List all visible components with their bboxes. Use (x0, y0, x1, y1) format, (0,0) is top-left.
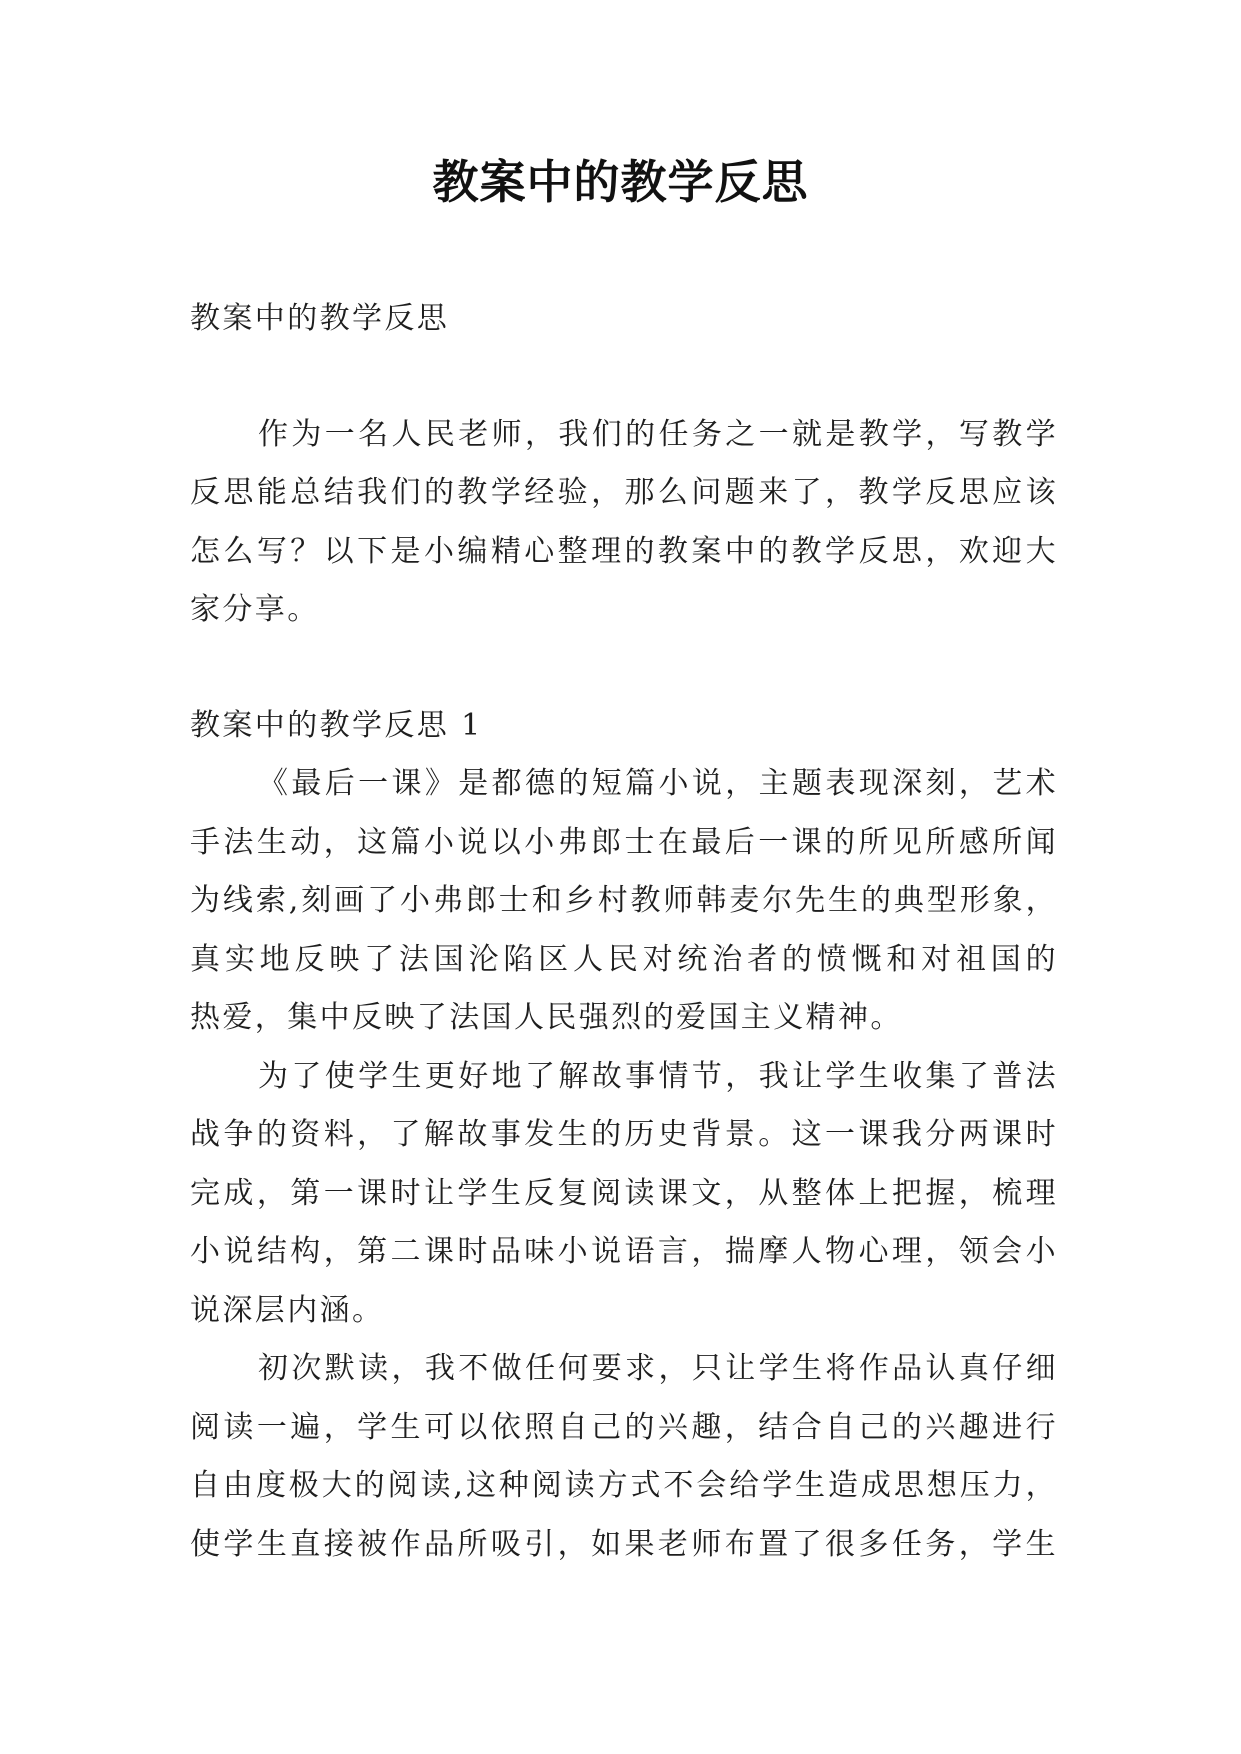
document-title: 教案中的教学反思 (432, 155, 809, 209)
paragraph-line: 完成，第一课时让学生反复阅读课文，从整体上把握，梳理 (190, 1175, 1058, 1211)
paragraph-line: 家分享。 (190, 592, 320, 627)
paragraph-gap (190, 349, 1058, 406)
paragraph-line: 手法生动，这篇小说以小弗郎士在最后一课的所见所感所闻 (190, 824, 1058, 860)
document-subtitle: 教案中的教学反思 (190, 301, 450, 336)
body-paragraph-1 (190, 755, 1058, 1048)
paragraph-line: 战争的资料，了解故事发生的历史背景。这一课我分两课时 (190, 1117, 1058, 1152)
intro-paragraph (190, 406, 1058, 640)
section-heading: 教案中的教学反思 1 (190, 707, 483, 743)
paragraph-gap (190, 640, 1058, 697)
paragraph-line: 初次默读，我不做任何要求，只让学生将作品认真仔细 (258, 1351, 1058, 1386)
body-paragraph-2 (190, 1048, 1058, 1341)
paragraph-line: 热爱，集中反映了法国人民强烈的爱国主义精神。 (190, 1000, 903, 1035)
paragraph-line: 真实地反映了法国沦陷区人民对统治者的愤慨和对祖国的 (190, 941, 1058, 977)
paragraph-line: 说深层内涵。 (190, 1292, 385, 1328)
paragraph-line: 为了使学生更好地了解故事情节，我让学生收集了普法 (258, 1058, 1058, 1094)
paragraph-line: 反思能总结我们的教学经验，那么问题来了，教学反思应该 (190, 475, 1058, 510)
paragraph-line: 《最后一课》是都德的短篇小说，主题表现深刻，艺术 (258, 766, 1058, 801)
paragraph-line: 使学生直接被作品所吸引，如果老师布置了很多任务，学生 (190, 1526, 1058, 1562)
paragraph-line: 自由度极大的阅读,这种阅读方式不会给学生造成思想压力， (190, 1468, 1058, 1503)
paragraph-line: 怎么写？以下是小编精心整理的教案中的教学反思，欢迎大 (190, 533, 1058, 569)
paragraph-line: 作为一名人民老师，我们的任务之一就是教学，写教学 (258, 416, 1058, 452)
paragraph-line: 为线索,刻画了小弗郎士和乡村教师韩麦尔先生的典型形象， (190, 883, 1058, 918)
paragraph-line: 阅读一遍，学生可以依照自己的兴趣，结合自己的兴趣进行 (190, 1409, 1058, 1445)
document-body (190, 290, 1058, 1574)
body-paragraph-3 (190, 1340, 1058, 1574)
paragraph-line: 小说结构，第二课时品味小说语言，揣摩人物心理，领会小 (190, 1234, 1058, 1269)
